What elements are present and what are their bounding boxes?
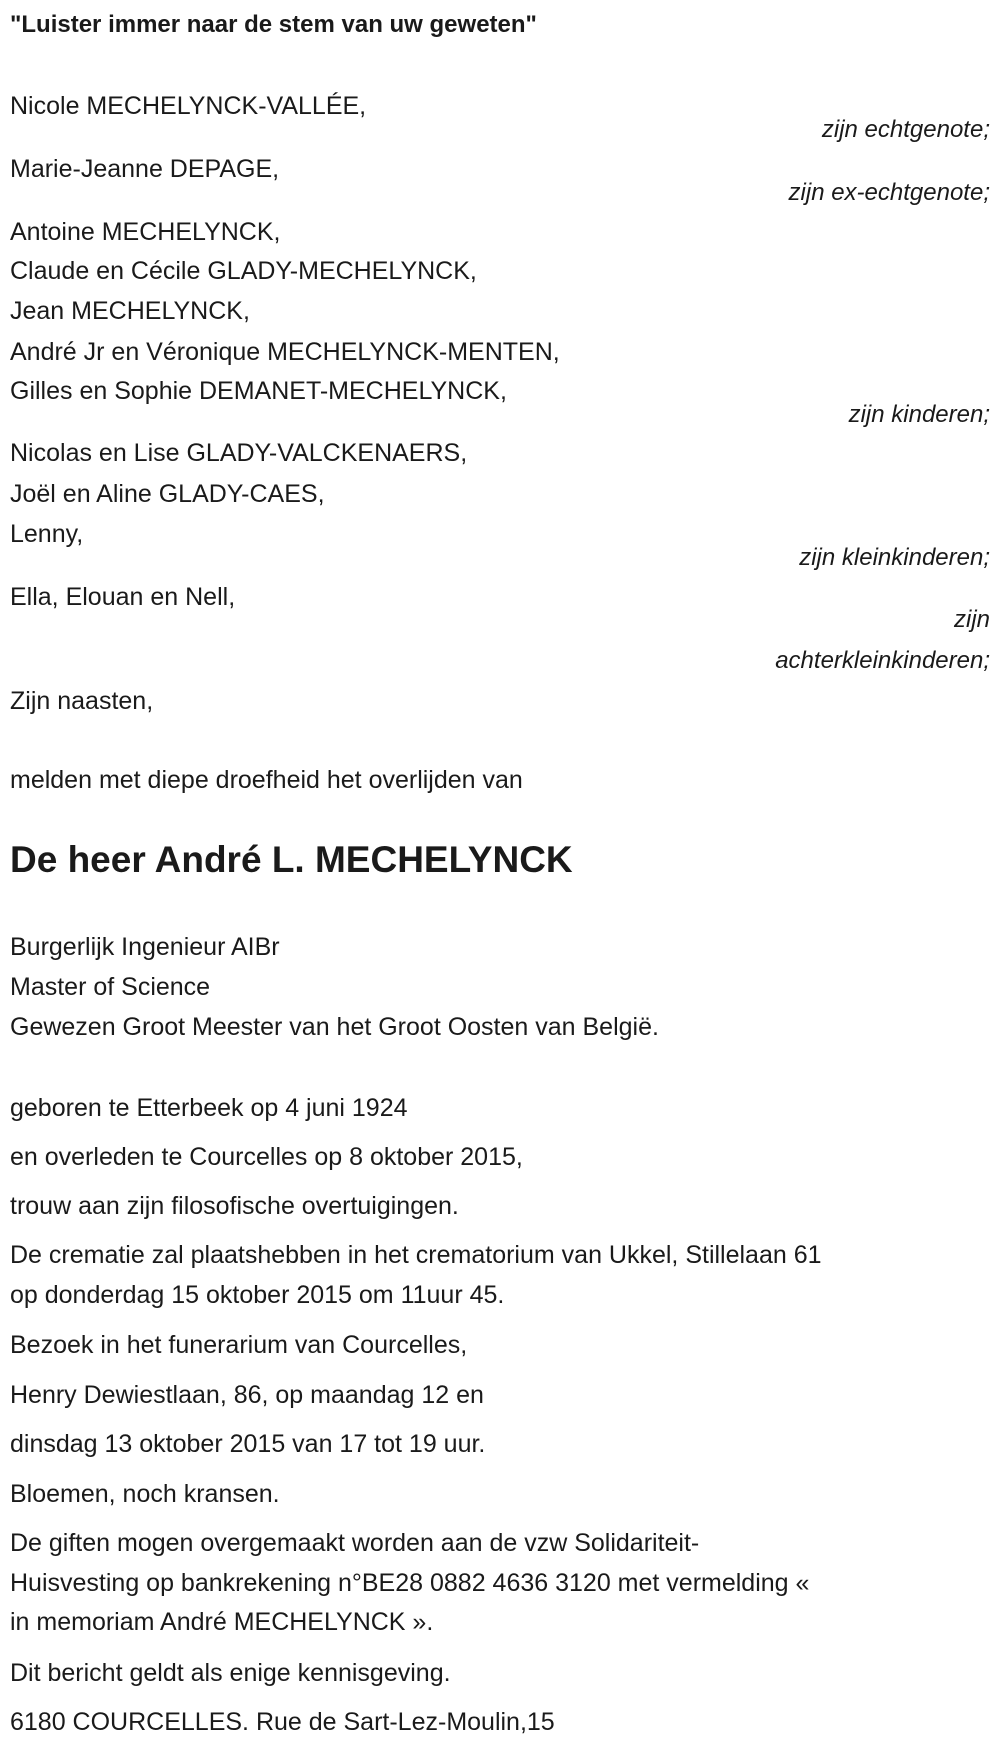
- birth-line: geboren te Etterbeek op 4 juni 1924: [10, 1094, 408, 1122]
- child: Jean MECHELYNCK,: [10, 297, 250, 325]
- ex-spouse-role: zijn ex-echtgenote;: [788, 179, 990, 206]
- grandchildren-role: zijn kleinkinderen;: [799, 544, 990, 571]
- relatives: Zijn naasten,: [10, 687, 154, 715]
- spouse: Nicole MECHELYNCK-VALLÉE,: [10, 92, 367, 120]
- cremation-line: De crematie zal plaatshebben in het crematorium van Ukkel, Stillelaan 61: [10, 1241, 822, 1269]
- ex-spouse: Marie-Jeanne DEPAGE,: [10, 155, 280, 183]
- visit-time: dinsdag 13 oktober 2015 van 17 tot 19 uur.: [10, 1430, 486, 1458]
- children-role: zijn kinderen;: [848, 401, 990, 428]
- death-line: en overleden te Courcelles op 8 oktober 2015,: [10, 1143, 523, 1171]
- spouse-role: zijn echtgenote;: [821, 116, 990, 143]
- child: Gilles en Sophie DEMANET-MECHELYNCK,: [10, 377, 507, 405]
- grandchild: Joël en Aline GLADY-CAES,: [10, 480, 325, 508]
- flowers-line: Bloemen, noch kransen.: [10, 1480, 280, 1508]
- title: Master of Science: [10, 973, 211, 1001]
- grandchild: Lenny,: [10, 520, 84, 548]
- address-line: 6180 COURCELLES. Rue de Sart-Lez-Moulin,15: [10, 1708, 555, 1736]
- notice-line: Dit bericht geldt als enige kennisgeving.: [10, 1659, 451, 1687]
- great-grandchildren-role-1: zijn: [953, 606, 990, 633]
- grandchild: Nicolas en Lise GLADY-VALCKENAERS,: [10, 439, 468, 467]
- cremation-date: op donderdag 15 oktober 2015 om 11uur 45.: [10, 1281, 505, 1309]
- quote: "Luister immer naar de stem van uw geweten": [10, 11, 537, 38]
- deceased-name: De heer André L. MECHELYNCK: [10, 839, 573, 880]
- donation-account: Huisvesting op bankrekening n°BE28 0882 4636 3120 met vermelding «: [10, 1569, 810, 1597]
- donation-line: De giften mogen overgemaakt worden aan de vzw Solidariteit-: [10, 1529, 700, 1557]
- detail-line: trouw aan zijn filosofische overtuigingen.: [10, 1192, 459, 1220]
- child: Claude en Cécile GLADY-MECHELYNCK,: [10, 257, 477, 285]
- title: Burgerlijk Ingenieur AIBr: [10, 933, 280, 961]
- child: Antoine MECHELYNCK,: [10, 218, 281, 246]
- visit-line: Bezoek in het funerarium van Courcelles,: [10, 1331, 468, 1359]
- great-grandchildren-role-2: achterkleinkinderen;: [775, 647, 990, 674]
- donation-mention: in memoriam André MECHELYNCK ».: [10, 1608, 434, 1636]
- great-grandchildren: Ella, Elouan en Nell,: [10, 583, 236, 611]
- announcement: melden met diepe droefheid het overlijden van: [10, 766, 523, 794]
- child: André Jr en Véronique MECHELYNCK-MENTEN,: [10, 338, 560, 366]
- title: Gewezen Groot Meester van het Groot Oosten van België.: [10, 1013, 659, 1041]
- visit-address: Henry Dewiestlaan, 86, op maandag 12 en: [10, 1381, 484, 1409]
